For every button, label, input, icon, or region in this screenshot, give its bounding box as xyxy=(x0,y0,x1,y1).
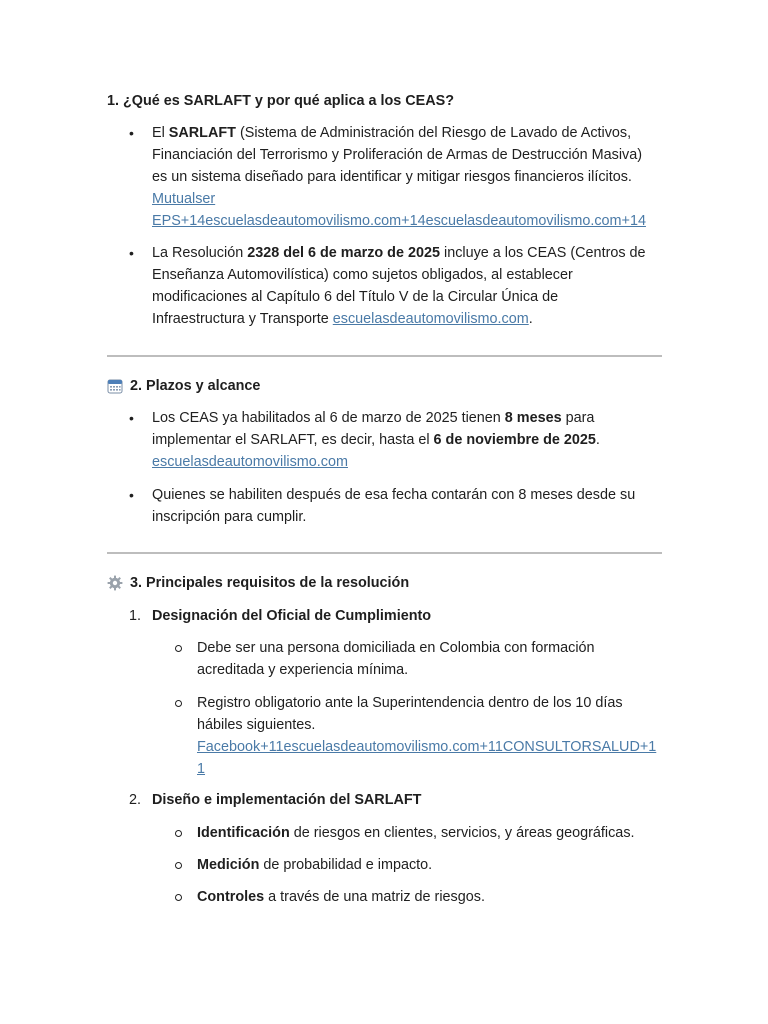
sub-list-item: Controles a través de una matriz de riesgos. xyxy=(197,889,485,905)
sub-list-item: Debe ser una persona domiciliada en Colombia con formación acreditada y experiencia mínima. xyxy=(197,640,595,678)
sub-bullet xyxy=(175,830,182,837)
list-number: 1. xyxy=(129,608,142,624)
list-item-title: Designación del Oficial de Cumplimiento xyxy=(152,608,432,624)
source-link-mutualser[interactable]: Mutualser xyxy=(152,191,216,207)
section-2-heading-text: 2. Plazos y alcance xyxy=(130,378,261,394)
divider xyxy=(107,552,662,554)
section-3-heading xyxy=(107,573,409,593)
sub-bullet xyxy=(175,645,182,652)
source-link-eps[interactable]: EPS+14escuelasdeautomovilismo.com+14escuelasdeautomovilismo.com+14 xyxy=(152,213,646,229)
list-item: El SARLAFT (Sistema de Administración del Riesgo de Lavado de Activos, Financiación del Terrorismo y Proliferación de Armas de Destrucción Masiva) es un sistema diseñado para identificar y mitigar riesgos financieros ilícitos. Mutualser EPS+14escuelasdeautomovilismo.com+14escuelasdeautomovilismo.com+14 xyxy=(152,125,646,229)
section-1-heading-text: 1. ¿Qué es SARLAFT y por qué aplica a los CEAS? xyxy=(107,93,455,109)
source-link-facebook-cont[interactable]: 1 xyxy=(197,761,206,777)
section-2-heading xyxy=(107,376,260,396)
bullet: • xyxy=(129,487,134,503)
sub-bullet xyxy=(175,894,182,901)
sub-bullet xyxy=(175,862,182,869)
list-item: La Resolución 2328 del 6 de marzo de 2025 incluye a los CEAS (Centros de Enseñanza Automovilística) como sujetos obligados, al establecer modificaciones al Capítulo 6 del Título V de la Circular Única de Infraestructura y Transporte escuelasdeautomovilismo.com. xyxy=(152,245,646,327)
list-item-title: Diseño e implementación del SARLAFT xyxy=(152,792,422,808)
source-link-escuelas[interactable]: escuelasdeautomovilismo.com xyxy=(152,454,348,470)
list-item: Los CEAS ya habilitados al 6 de marzo de 2025 tienen 8 meses para implementar el SARLAFT, es decir, hasta el 6 de noviembre de 2025. escuelasdeautomovilismo.com xyxy=(152,410,600,470)
bullet: • xyxy=(129,125,134,141)
source-link-facebook[interactable]: Facebook+11escuelasdeautomovilismo.com+11CONSULTORSALUD+1 xyxy=(197,739,657,755)
bullet: • xyxy=(129,410,134,426)
source-link-escuelas[interactable]: escuelasdeautomovilismo.com xyxy=(332,311,529,327)
sub-list-item: Medición de probabilidad e impacto. xyxy=(197,857,433,873)
bullet: • xyxy=(129,245,134,261)
section-3-heading-text: 3. Principales requisitos de la resolución xyxy=(130,575,410,591)
section-1-heading xyxy=(107,91,454,111)
sub-list-item: Registro obligatorio ante la Superintendencia dentro de los 10 días hábiles siguientes. Facebook+11escuelasdeautomovilismo.com+11CONSULTORSALUD+1 1 xyxy=(197,695,657,777)
calendar-icon xyxy=(107,378,123,394)
divider xyxy=(107,355,662,357)
gear-icon xyxy=(107,575,123,591)
sub-bullet xyxy=(175,700,182,707)
list-item: Quienes se habiliten después de esa fecha contarán con 8 meses desde su inscripción para cumplir. xyxy=(152,487,636,525)
sub-list-item: Identificación de riesgos en clientes, servicios, y áreas geográficas. xyxy=(197,825,635,841)
list-number: 2. xyxy=(129,792,142,808)
sarlaft-term: SARLAFT xyxy=(168,125,236,141)
